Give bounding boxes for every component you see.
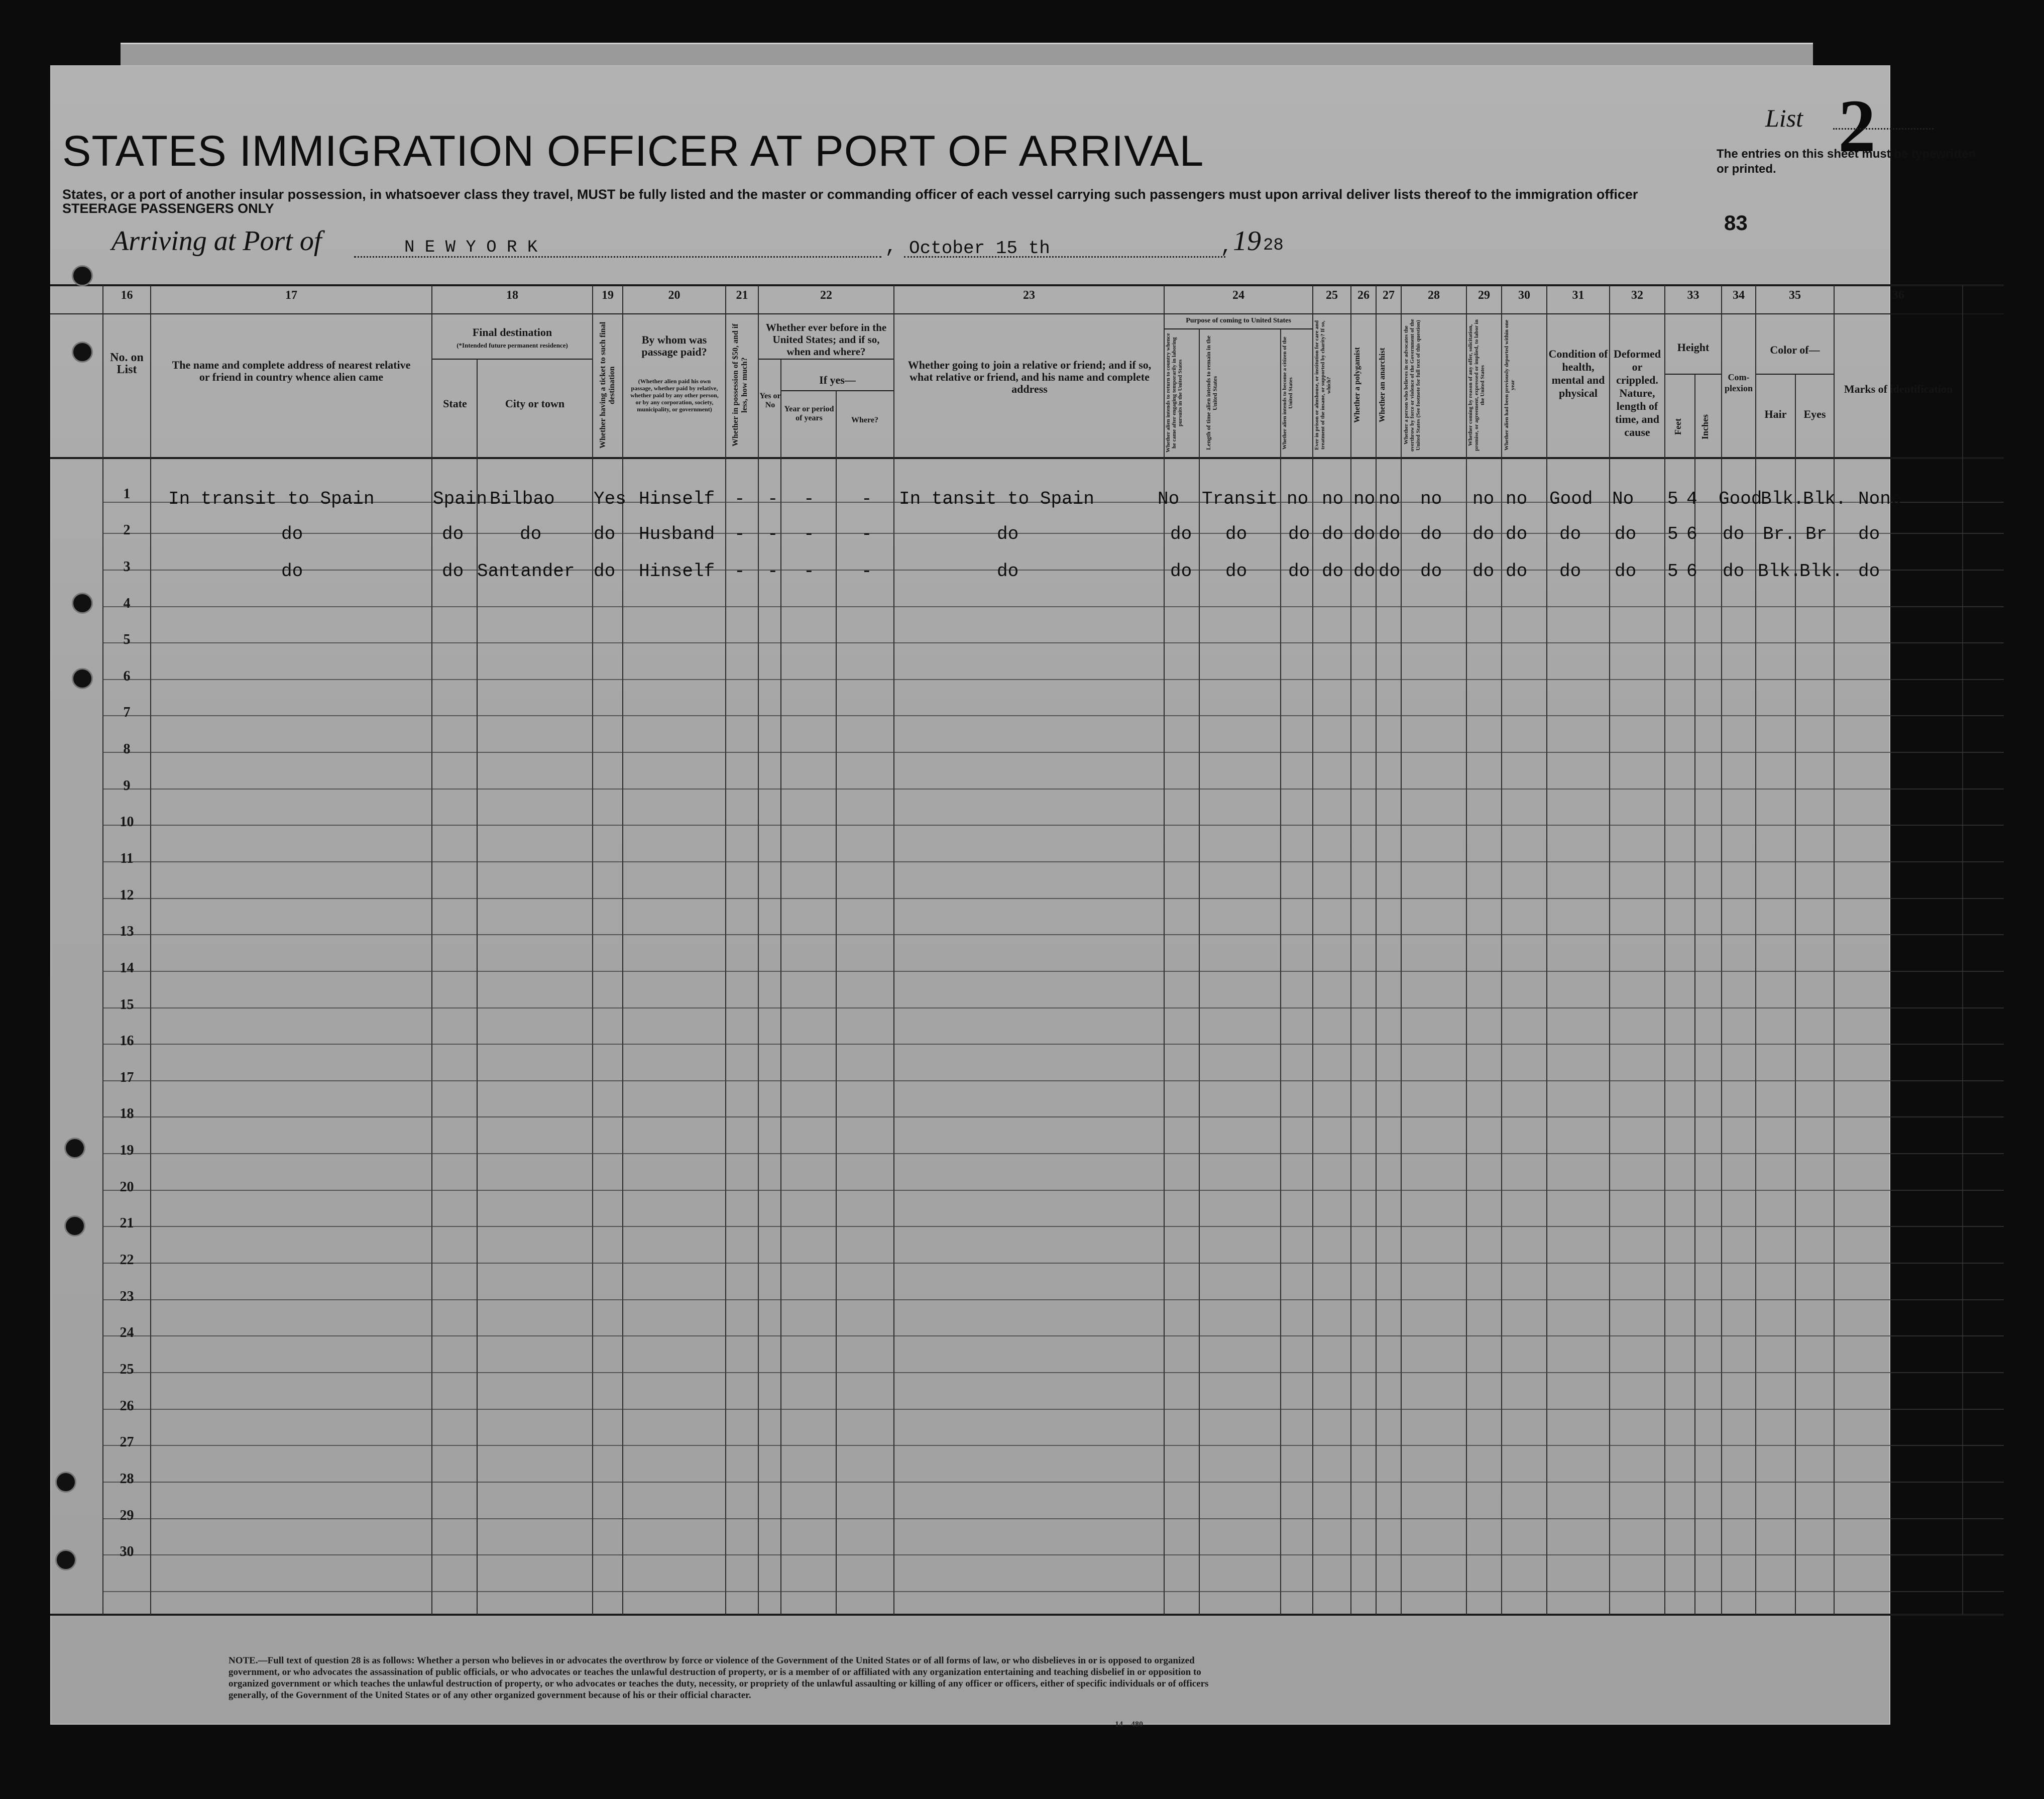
col-36-number: 36 (1892, 289, 1904, 302)
col-22-number: 22 (820, 289, 832, 302)
row-number: 18 (120, 1106, 134, 1121)
cell-relative: In transit to Spain (168, 489, 375, 509)
entries-note: The entries on this sheet must be typewritten or printed. (1717, 147, 1976, 176)
cell-paid-by: Husband (639, 524, 715, 544)
list-number: 2 (1838, 84, 1876, 168)
col-24-number: 24 (1232, 289, 1244, 302)
cell-purpose-return: do (1170, 561, 1192, 582)
cell-eyes: Blk. (1799, 561, 1843, 582)
header-inches: Inches (1700, 414, 1710, 440)
cell-prison: no (1322, 489, 1344, 509)
cell-overthrow: no (1420, 489, 1442, 509)
header-yes-no: Yes or No (759, 392, 781, 409)
row-number: 12 (120, 887, 134, 903)
col-26-number: 26 (1357, 289, 1370, 302)
cell-inches: 4 (1686, 489, 1697, 509)
cell-anarchist: do (1379, 561, 1401, 582)
cell-marks: None (1858, 489, 1902, 509)
port-value: N E W Y O R K (404, 238, 538, 257)
cell-health: do (1559, 561, 1581, 582)
header-offer: Whether coming by reason of any offer, solicitation, promise, or agreement, expressed or implied, to labor in the United States (1467, 319, 1486, 451)
year-value: 28 (1263, 236, 1284, 255)
page-title: STATES IMMIGRATION OFFICER AT PORT OF ARRIVAL (62, 127, 1204, 175)
header-state: State (443, 397, 467, 410)
col-25-number: 25 (1326, 289, 1338, 302)
cell-hair: Blk. (1761, 489, 1804, 509)
cell-ticket: Yes (594, 489, 626, 509)
cell-polygamist: no (1353, 489, 1376, 509)
header-deformed: Deformed or crippled. Nature, length of time, and cause (1613, 348, 1661, 438)
cell-marks: do (1858, 561, 1880, 582)
row-number: 14 (120, 960, 134, 976)
cell-deported: do (1506, 524, 1528, 544)
cell-joining: In tansit to Spain (899, 489, 1094, 509)
col-20-number: 20 (668, 289, 680, 302)
col-29-number: 29 (1478, 289, 1490, 302)
cell-offer: no (1472, 489, 1495, 509)
cell-complexion: Good (1719, 489, 1762, 509)
cell-hair: Blk. (1758, 561, 1801, 582)
cell-purpose-citizen: do (1288, 561, 1310, 582)
cell-city: Bilbao (490, 489, 555, 509)
header-city: City or town (505, 397, 565, 410)
row-number: 9 (123, 778, 131, 794)
cell-complexion: do (1723, 561, 1745, 582)
cell-eyes: Blk. (1803, 489, 1847, 509)
row-number: 5 (123, 632, 131, 647)
cell-possession: - (734, 489, 745, 509)
header-nearest-relative: The name and complete address of nearest relative or friend in country whence alien came (172, 359, 411, 383)
row-number: 11 (120, 851, 134, 866)
header-anarchist: Whether an anarchist (1378, 348, 1387, 423)
cell-hair: Br. (1763, 524, 1795, 544)
row-number: 16 (120, 1033, 134, 1049)
cell-joining: do (997, 524, 1019, 544)
cell-state: do (442, 524, 464, 544)
col-18-number: 18 (506, 289, 518, 302)
col-33-number: 33 (1687, 289, 1699, 302)
col-28-number: 28 (1428, 289, 1440, 302)
header-by-whom: By whom was passage paid? (641, 333, 707, 358)
cell-health: do (1559, 524, 1581, 544)
year-prefix: 19 (1233, 226, 1261, 257)
header-height: Height (1677, 341, 1710, 354)
col-27-number: 27 (1383, 289, 1395, 302)
header-feet: Feet (1673, 418, 1683, 435)
cell-prison: do (1322, 524, 1344, 544)
form-number: 14—480 (1115, 1720, 1143, 1729)
cell-relative: do (281, 524, 303, 544)
header-purpose-citizen: Whether alien intends to become a citizen of the United States (1282, 336, 1294, 449)
row-number: 20 (120, 1179, 134, 1195)
list-label: List (1765, 104, 1803, 132)
row-number: 10 (120, 814, 134, 830)
cell-health: Good (1549, 489, 1593, 509)
cell-year-period: - (804, 561, 815, 582)
cell-paid-by: Hinself (639, 561, 715, 582)
cell-year-period: - (804, 524, 815, 544)
cell-city: Santander (477, 561, 575, 582)
row-number: 2 (123, 522, 131, 538)
punch-hole (64, 1215, 85, 1236)
punch-hole (55, 1472, 76, 1493)
cell-offer: do (1472, 561, 1495, 582)
cell-city: do (520, 524, 542, 544)
cell-possession: - (734, 561, 745, 582)
col-23-number: 23 (1023, 289, 1035, 302)
cell-deformed: No (1612, 489, 1634, 509)
comma-1: , (885, 236, 897, 259)
header-purpose-length: Length of time alien intends to remain in the United States (1205, 335, 1218, 451)
header-hair: Hair (1764, 408, 1787, 420)
cell-feet: 5 (1667, 561, 1678, 582)
col-21-number: 21 (736, 289, 748, 302)
col-34-number: 34 (1733, 289, 1745, 302)
header-by-whom-note: (Whether alien paid his own passage, whether paid by relative, whether paid by any other person, or by any corporation, society, municipality, or government) (630, 378, 719, 413)
header-possession: Whether in possession of $50, and if less, how much? (731, 323, 749, 447)
row-number: 29 (120, 1508, 134, 1523)
cell-deformed: do (1615, 524, 1637, 544)
cell-inches: 6 (1686, 561, 1697, 582)
row-number: 3 (123, 559, 131, 575)
cell-purpose-citizen: no (1287, 489, 1309, 509)
row-number: 15 (120, 997, 134, 1013)
row-number: 22 (120, 1252, 134, 1268)
cell-ticket: do (594, 561, 616, 582)
cell-ticket: do (594, 524, 616, 544)
header-ticket: Whether having a ticket to such final destination (599, 321, 616, 449)
cell-prison: do (1322, 561, 1344, 582)
row-number: 19 (120, 1143, 134, 1158)
col-17-number: 17 (285, 289, 297, 302)
row-number: 13 (120, 924, 134, 939)
date-value: October 15 th (909, 238, 1050, 259)
header-ever-before: Whether ever before in the United States; and if so, when and where? (765, 321, 887, 358)
cell-state: do (442, 561, 464, 582)
col-16-number: 16 (121, 289, 133, 302)
header-no-on-list: No. on List (110, 351, 144, 376)
cell-overthrow: do (1420, 524, 1442, 544)
cell-marks: do (1858, 524, 1880, 544)
cell-ever-before: - (767, 524, 778, 544)
cell-purpose-citizen: do (1288, 524, 1310, 544)
cell-year-period: - (804, 489, 815, 509)
col-31-number: 31 (1572, 289, 1584, 302)
comma-2: , (1220, 236, 1233, 259)
instructions-line: States, or a port of another insular possession, in whatsoever class they travel, MUST be fully listed and the master or commanding officer of each vessel carrying such passengers must upon arrival deliver lists thereof to the immigration officer (62, 187, 1638, 202)
cell-ever-before: - (767, 561, 778, 582)
cell-paid-by: Hinself (639, 489, 715, 509)
row-number: 24 (120, 1325, 134, 1340)
cell-possession: - (734, 524, 745, 544)
header-purpose: Purpose of coming to United States (1186, 317, 1291, 324)
row-number: 25 (120, 1362, 134, 1377)
header-color-of: Color of— (1770, 344, 1820, 356)
row-number: 17 (120, 1070, 134, 1085)
cell-polygamist: do (1353, 524, 1376, 544)
cell-feet: 5 (1667, 524, 1678, 544)
header-marks: Marks of identification (1844, 383, 1953, 395)
cell-offer: do (1472, 524, 1495, 544)
cell-state: Spain (433, 489, 488, 509)
cell-polygamist: do (1353, 561, 1376, 582)
punch-hole (55, 1549, 76, 1570)
col-32-number: 32 (1631, 289, 1643, 302)
row-number: 21 (120, 1215, 134, 1231)
header-year-period: Year or period of years (784, 405, 834, 422)
cell-purpose-length: do (1225, 561, 1247, 582)
row-number: 23 (120, 1289, 134, 1304)
row-number: 4 (123, 596, 131, 611)
cell-inches: 6 (1686, 524, 1697, 544)
row-number: 1 (123, 486, 131, 502)
row-number: 30 (120, 1544, 134, 1559)
cell-complexion: do (1723, 524, 1745, 544)
cell-anarchist: no (1379, 489, 1401, 509)
cell-joining: do (997, 561, 1019, 582)
header-if-yes: If yes— (819, 374, 856, 386)
cell-anarchist: do (1379, 524, 1401, 544)
cell-feet: 5 (1667, 489, 1678, 509)
row-number: 28 (120, 1471, 134, 1487)
cell-deformed: do (1615, 561, 1637, 582)
cell-relative: do (281, 561, 303, 582)
row-number: 27 (120, 1434, 134, 1450)
arriving-label: Arriving at Port of (111, 226, 322, 257)
punch-hole (72, 593, 93, 614)
header-health: Condition of health, mental and physical (1548, 348, 1608, 399)
header-purpose-return: Whether alien intends to return to country whence he came after engaging temporarily in laboring pursuits in the United States (1165, 333, 1183, 453)
cell-eyes: Br (1805, 524, 1828, 544)
cell-ever-before: - (767, 489, 778, 509)
cell-where: - (861, 489, 872, 509)
header-joining: Whether going to join a relative or friend; and if so, what relative or friend, and his name and complete address (907, 359, 1152, 395)
punch-hole (72, 342, 93, 363)
footnote: NOTE.—Full text of question 28 is as follows: Whether a person who believes in or advocates the overthrow by force or violence of the Government of the United States or of all forms of law, or who disbelieves in or is opposed to organized government, or who advocates the assassination of public officials, or who advocates or teaches the unlawful destruction of property, or is a member of or affiliated with any organization entertaining and teaching disbelief in or opposition to organized government or which teaches the unlawful destruction of property, or who advocates or teaches the duty, necessity, or propriety of the unlawful assaulting or killing of any officer or officers, either of specific individuals or of officers generally, of the Government of the United States or of any other organized government because of his or their official character. (229, 1655, 1209, 1701)
cell-where: - (861, 524, 872, 544)
cell-purpose-length: Transit (1202, 489, 1278, 509)
row-number: 26 (120, 1398, 134, 1414)
cell-where: - (861, 561, 872, 582)
header-complexion: Com- plexion (1724, 372, 1753, 393)
row-number: 6 (123, 668, 131, 684)
col-30-number: 30 (1518, 289, 1530, 302)
cell-deported: do (1506, 561, 1528, 582)
cell-purpose-return: No (1158, 489, 1180, 509)
row-number: 7 (123, 705, 131, 720)
cell-purpose-return: do (1170, 524, 1192, 544)
cell-overthrow: do (1420, 561, 1442, 582)
header-deported: Whether alien had been previously deported within one year (1504, 319, 1516, 451)
header-polygamist: Whether a polygamist (1353, 347, 1361, 423)
header-final-destination-note: (*Intended future permanent residence) (457, 342, 568, 349)
punch-hole (72, 668, 93, 689)
header-eyes: Eyes (1803, 408, 1826, 420)
header-where: Where? (851, 416, 878, 424)
row-number: 8 (123, 741, 131, 757)
punch-hole (64, 1138, 85, 1159)
cell-purpose-length: do (1225, 524, 1247, 544)
header-prison: Ever in prison or almshouse, or institution for care and treatment of the insane, or supported by charity? If so, which? (1314, 320, 1332, 451)
col-19-number: 19 (602, 289, 614, 302)
header-overthrow: Whether a person who believes in or advocates the overthrow by force or violence of the Government of the United States (See footnote for full text of this question) (1403, 319, 1421, 452)
cell-deported: no (1506, 489, 1528, 509)
steerage-note: STEERAGE PASSENGERS ONLY (62, 201, 274, 216)
sheet-number: 83 (1724, 211, 1748, 235)
col-35-number: 35 (1789, 289, 1801, 302)
punch-hole (72, 265, 93, 286)
header-final-destination: Final destination (472, 326, 552, 339)
